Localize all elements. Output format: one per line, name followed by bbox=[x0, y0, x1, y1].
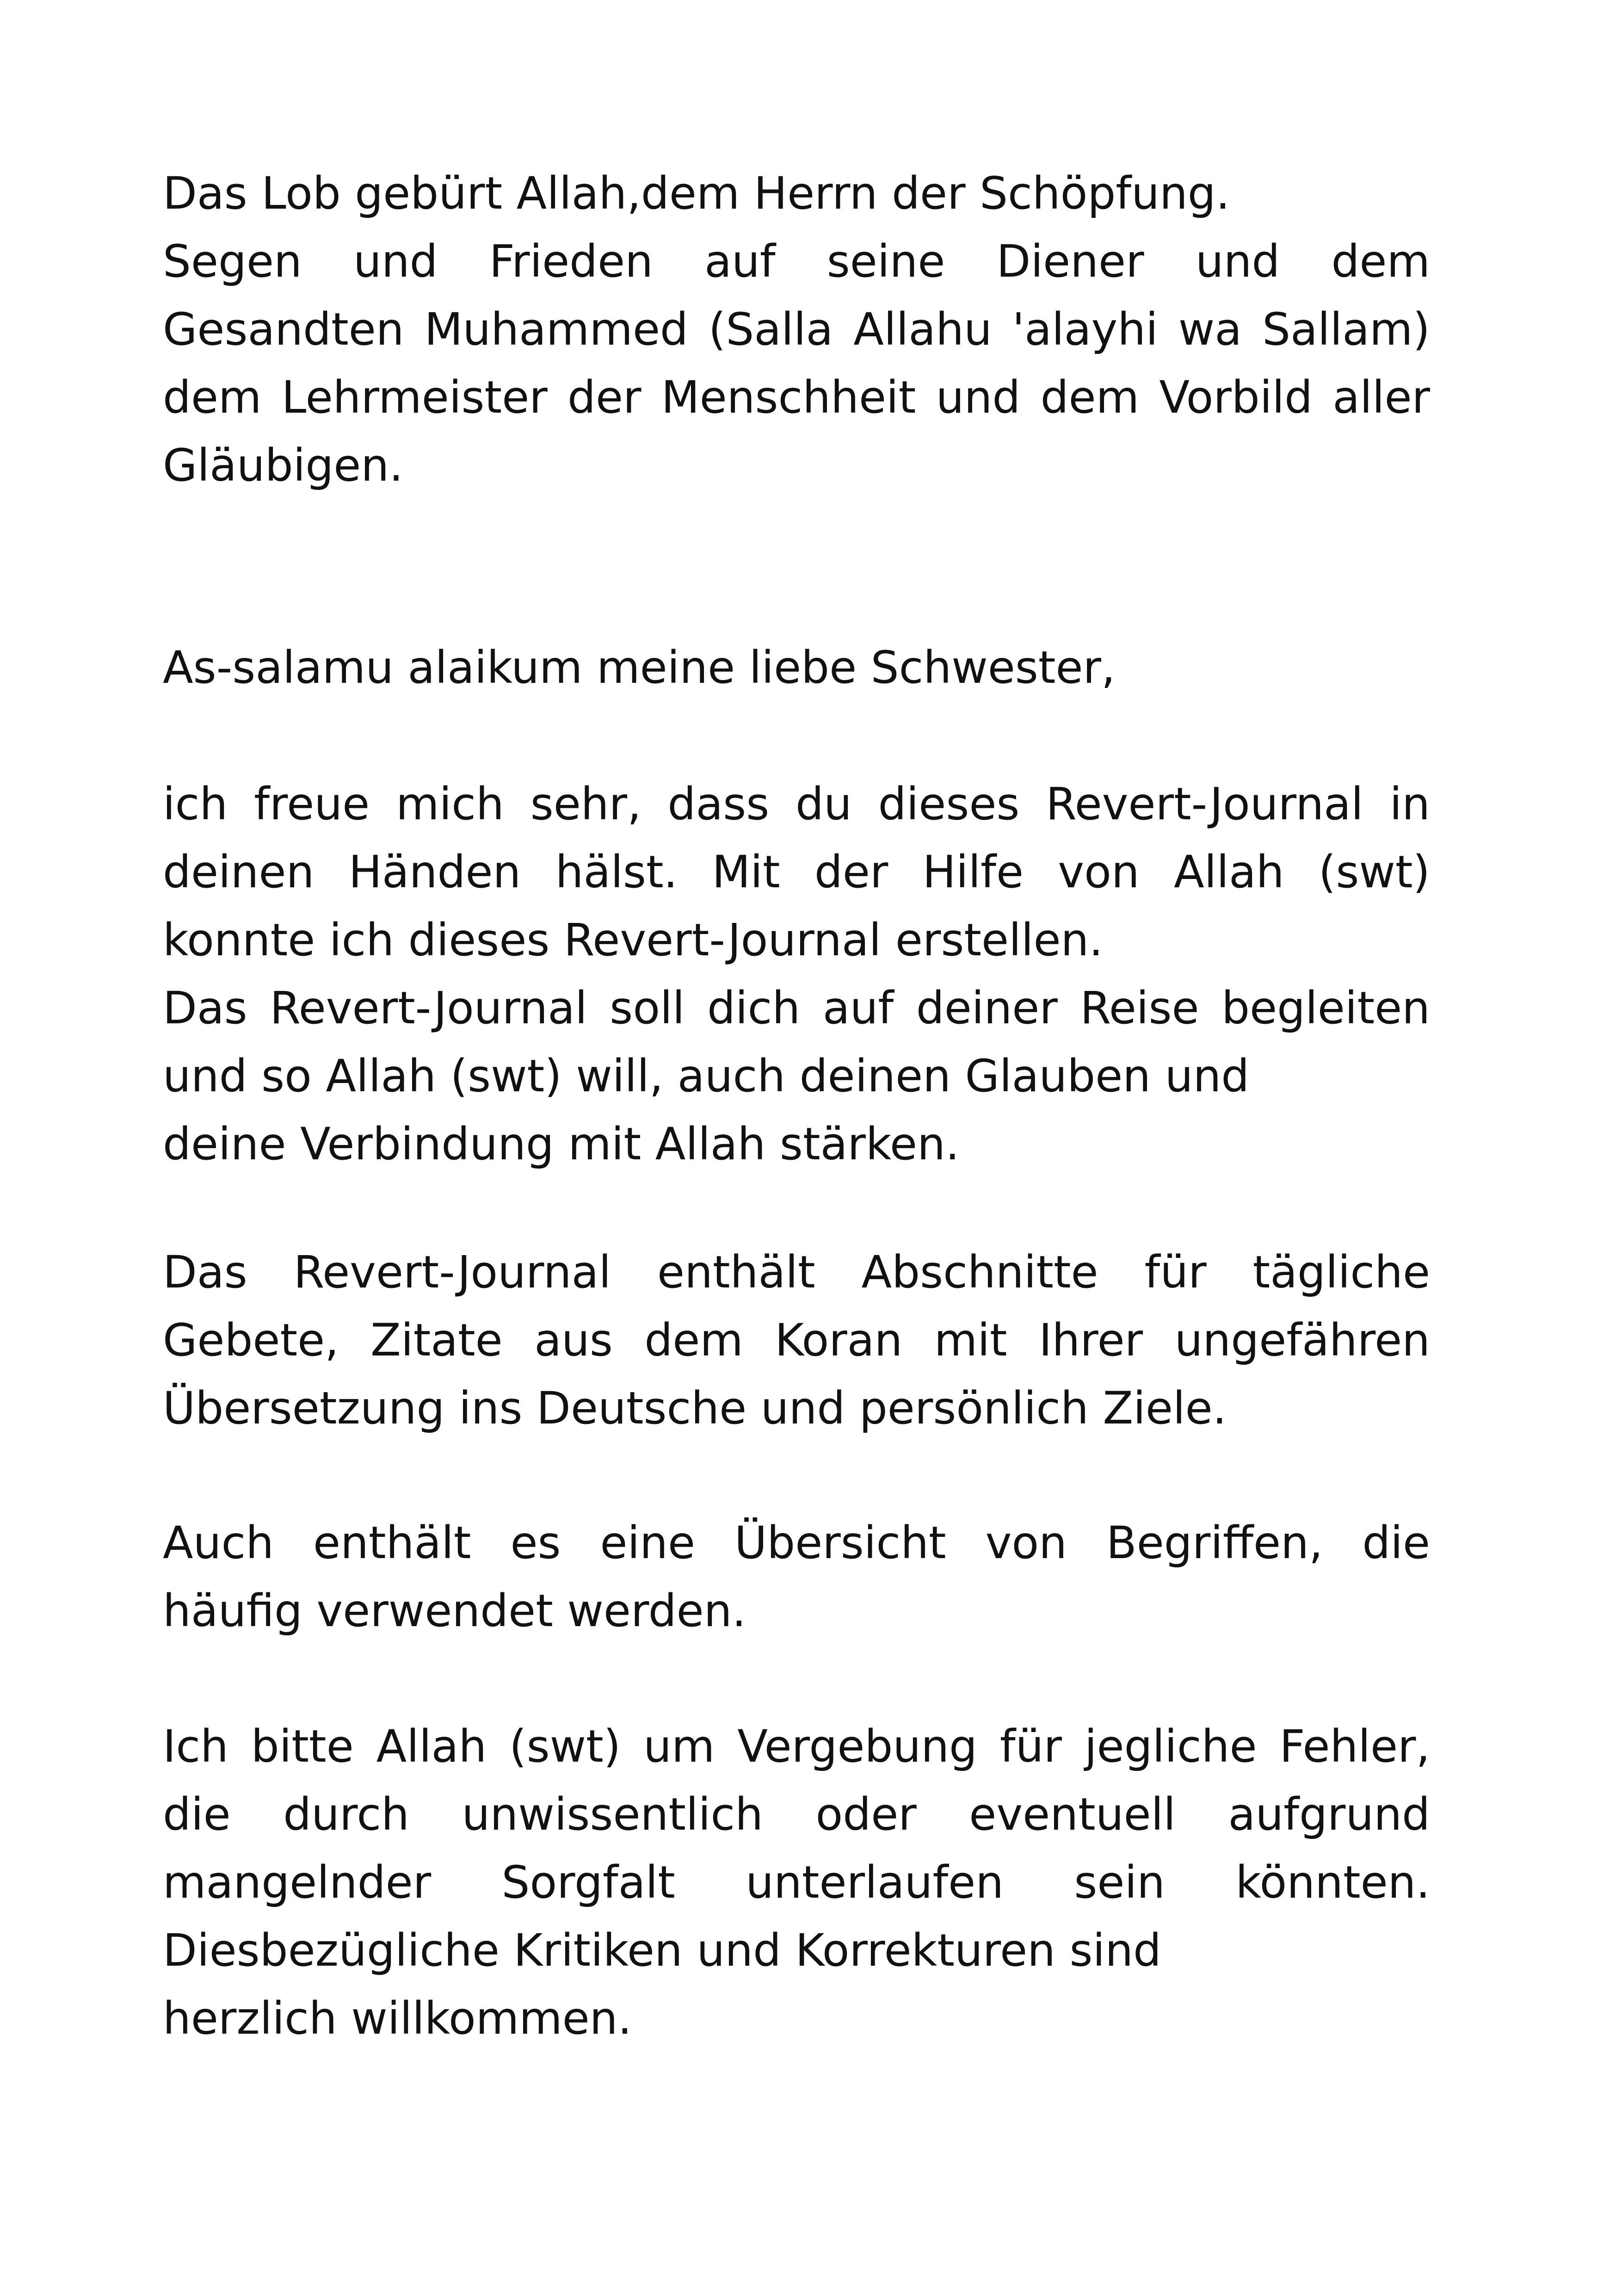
text-line: konnte ich dieses Revert-Journal erstellen. bbox=[163, 914, 1103, 966]
paragraph-greeting bbox=[163, 634, 1430, 702]
text-line: mangelnder Sorgfalt unterlaufen sein könnten. bbox=[163, 1857, 1430, 1908]
text-line: Übersetzung ins Deutsche und persönlich Ziele. bbox=[163, 1382, 1227, 1434]
text-line: Das Revert-Journal soll dich auf deiner Reise begleiten bbox=[163, 982, 1430, 1034]
text-line: und so Allah (swt) will, auch deinen Glauben und bbox=[163, 1050, 1250, 1102]
text-line: Auch enthält es eine Übersicht von Begriffen, die bbox=[163, 1517, 1430, 1569]
text-line: As-salamu alaikum meine liebe Schwester, bbox=[163, 642, 1116, 693]
text-line: die durch unwissentlich oder eventuell aufgrund bbox=[163, 1789, 1430, 1840]
text-line: häufig verwendet werden. bbox=[163, 1585, 746, 1637]
paragraph-introduction bbox=[163, 770, 1430, 1178]
text-line: dem Lehrmeister der Menschheit und dem Vorbild aller bbox=[163, 371, 1430, 423]
paragraph-glossary bbox=[163, 1509, 1430, 1645]
text-line: ich freue mich sehr, dass du dieses Revert-Journal in bbox=[163, 778, 1430, 830]
text-line: Segen und Frieden auf seine Diener und dem bbox=[163, 235, 1430, 287]
text-line: Ich bitte Allah (swt) um Vergebung für jegliche Fehler, bbox=[163, 1720, 1430, 1772]
text-line: Gesandten Muhammed (Salla Allahu 'alayhi wa Sallam) bbox=[163, 303, 1430, 355]
text-line: Das Lob gebürt Allah,dem Herrn der Schöpfung. bbox=[163, 167, 1230, 219]
paragraph-forgiveness bbox=[163, 1713, 1430, 2053]
text-line: deinen Händen hälst. Mit der Hilfe von Allah (swt) bbox=[163, 846, 1430, 898]
text-line: herzlich willkommen. bbox=[163, 1993, 632, 2044]
text-line: Diesbezügliche Kritiken und Korrekturen sind bbox=[163, 1925, 1161, 1976]
text-line: Das Revert-Journal enthält Abschnitte für tägliche bbox=[163, 1246, 1430, 1298]
text-line: deine Verbindung mit Allah stärken. bbox=[163, 1118, 960, 1170]
text-line: Gebete, Zitate aus dem Koran mit Ihrer ungefähren bbox=[163, 1314, 1430, 1366]
paragraph-praise bbox=[163, 160, 1430, 500]
paragraph-contents bbox=[163, 1238, 1430, 1442]
text-line: Gläubigen. bbox=[163, 439, 403, 491]
